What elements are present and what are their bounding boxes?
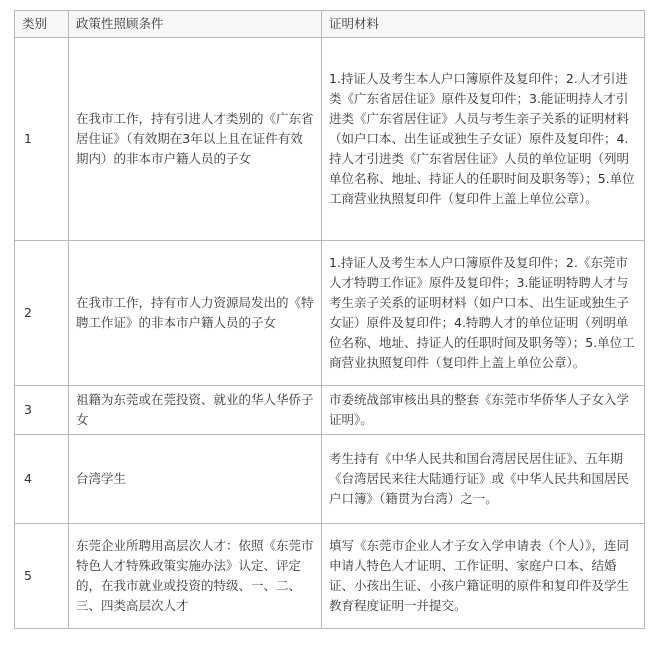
materials-cell: 考生持有《中华人民共和国台湾居民居住证》、五年期《台湾居民来往大陆通行证》或《中华人民共和国居民户口簿》（籍贯为台湾）之一。 [322,435,645,524]
category-cell: 4 [15,435,69,524]
materials-cell: 1.持证人及考生本人户口簿原件及复印件；2.《东莞市人才特聘工作证》原件及复印件；3.能证明特聘人才与考生亲子关系的证明材料（如户口本、出生证或独生子女证）原件及复印件；4.特聘人才的单位证明（列明单位名称、地址、持证人的任职时间及职务等）；5.单位工商营业执照复印件（复印件上盖上单位公章）。 [322,241,645,386]
table-row [15,524,645,629]
table-row [15,386,645,435]
condition-cell: 东莞企业所聘用高层次人才：依照《东莞市特色人才特殊政策实施办法》认定、评定的，在我市就业或投资的特级、一、二、三、四类高层次人才 [69,524,322,629]
table-header-row [15,11,645,38]
header-condition: 政策性照顾条件 [69,11,322,38]
category-cell: 3 [15,386,69,435]
policy-table [14,10,645,629]
category-cell: 2 [15,241,69,386]
header-category: 类别 [15,11,69,38]
materials-cell: 填写《东莞市企业人才子女入学申请表（个人）》，连同申请人特色人才证明、工作证明、家庭户口本、结婚证、小孩出生证、小孩户籍证明的原件和复印件及学生教育程度证明一并提交。 [322,524,645,629]
table-row [15,241,645,386]
header-materials: 证明材料 [322,11,645,38]
table-row [15,38,645,241]
table-row [15,435,645,524]
condition-cell: 在我市工作，持有市人力资源局发出的《特聘工作证》的非本市户籍人员的子女 [69,241,322,386]
materials-cell: 1.持证人及考生本人户口簿原件及复印件；2.人才引进类《广东省居住证》原件及复印件；3.能证明持人才引进类《广东省居住证》人员与考生亲子关系的证明材料（如户口本、出生证或独生子女证）原件及复印件；4.持人才引进类《广东省居住证》人员的单位证明（列明单位名称、地址、持证人的任职时间及职务等）；5.单位工商营业执照复印件（复印件上盖上单位公章）。 [322,38,645,241]
condition-cell: 在我市工作，持有引进人才类别的《广东省居住证》（有效期在3年以上且在证件有效期内）的非本市户籍人员的子女 [69,38,322,241]
category-cell: 1 [15,38,69,241]
materials-cell: 市委统战部审核出具的整套《东莞市华侨华人子女入学证明》。 [322,386,645,435]
category-cell: 5 [15,524,69,629]
condition-cell: 台湾学生 [69,435,322,524]
condition-cell: 祖籍为东莞或在莞投资、就业的华人华侨子女 [69,386,322,435]
